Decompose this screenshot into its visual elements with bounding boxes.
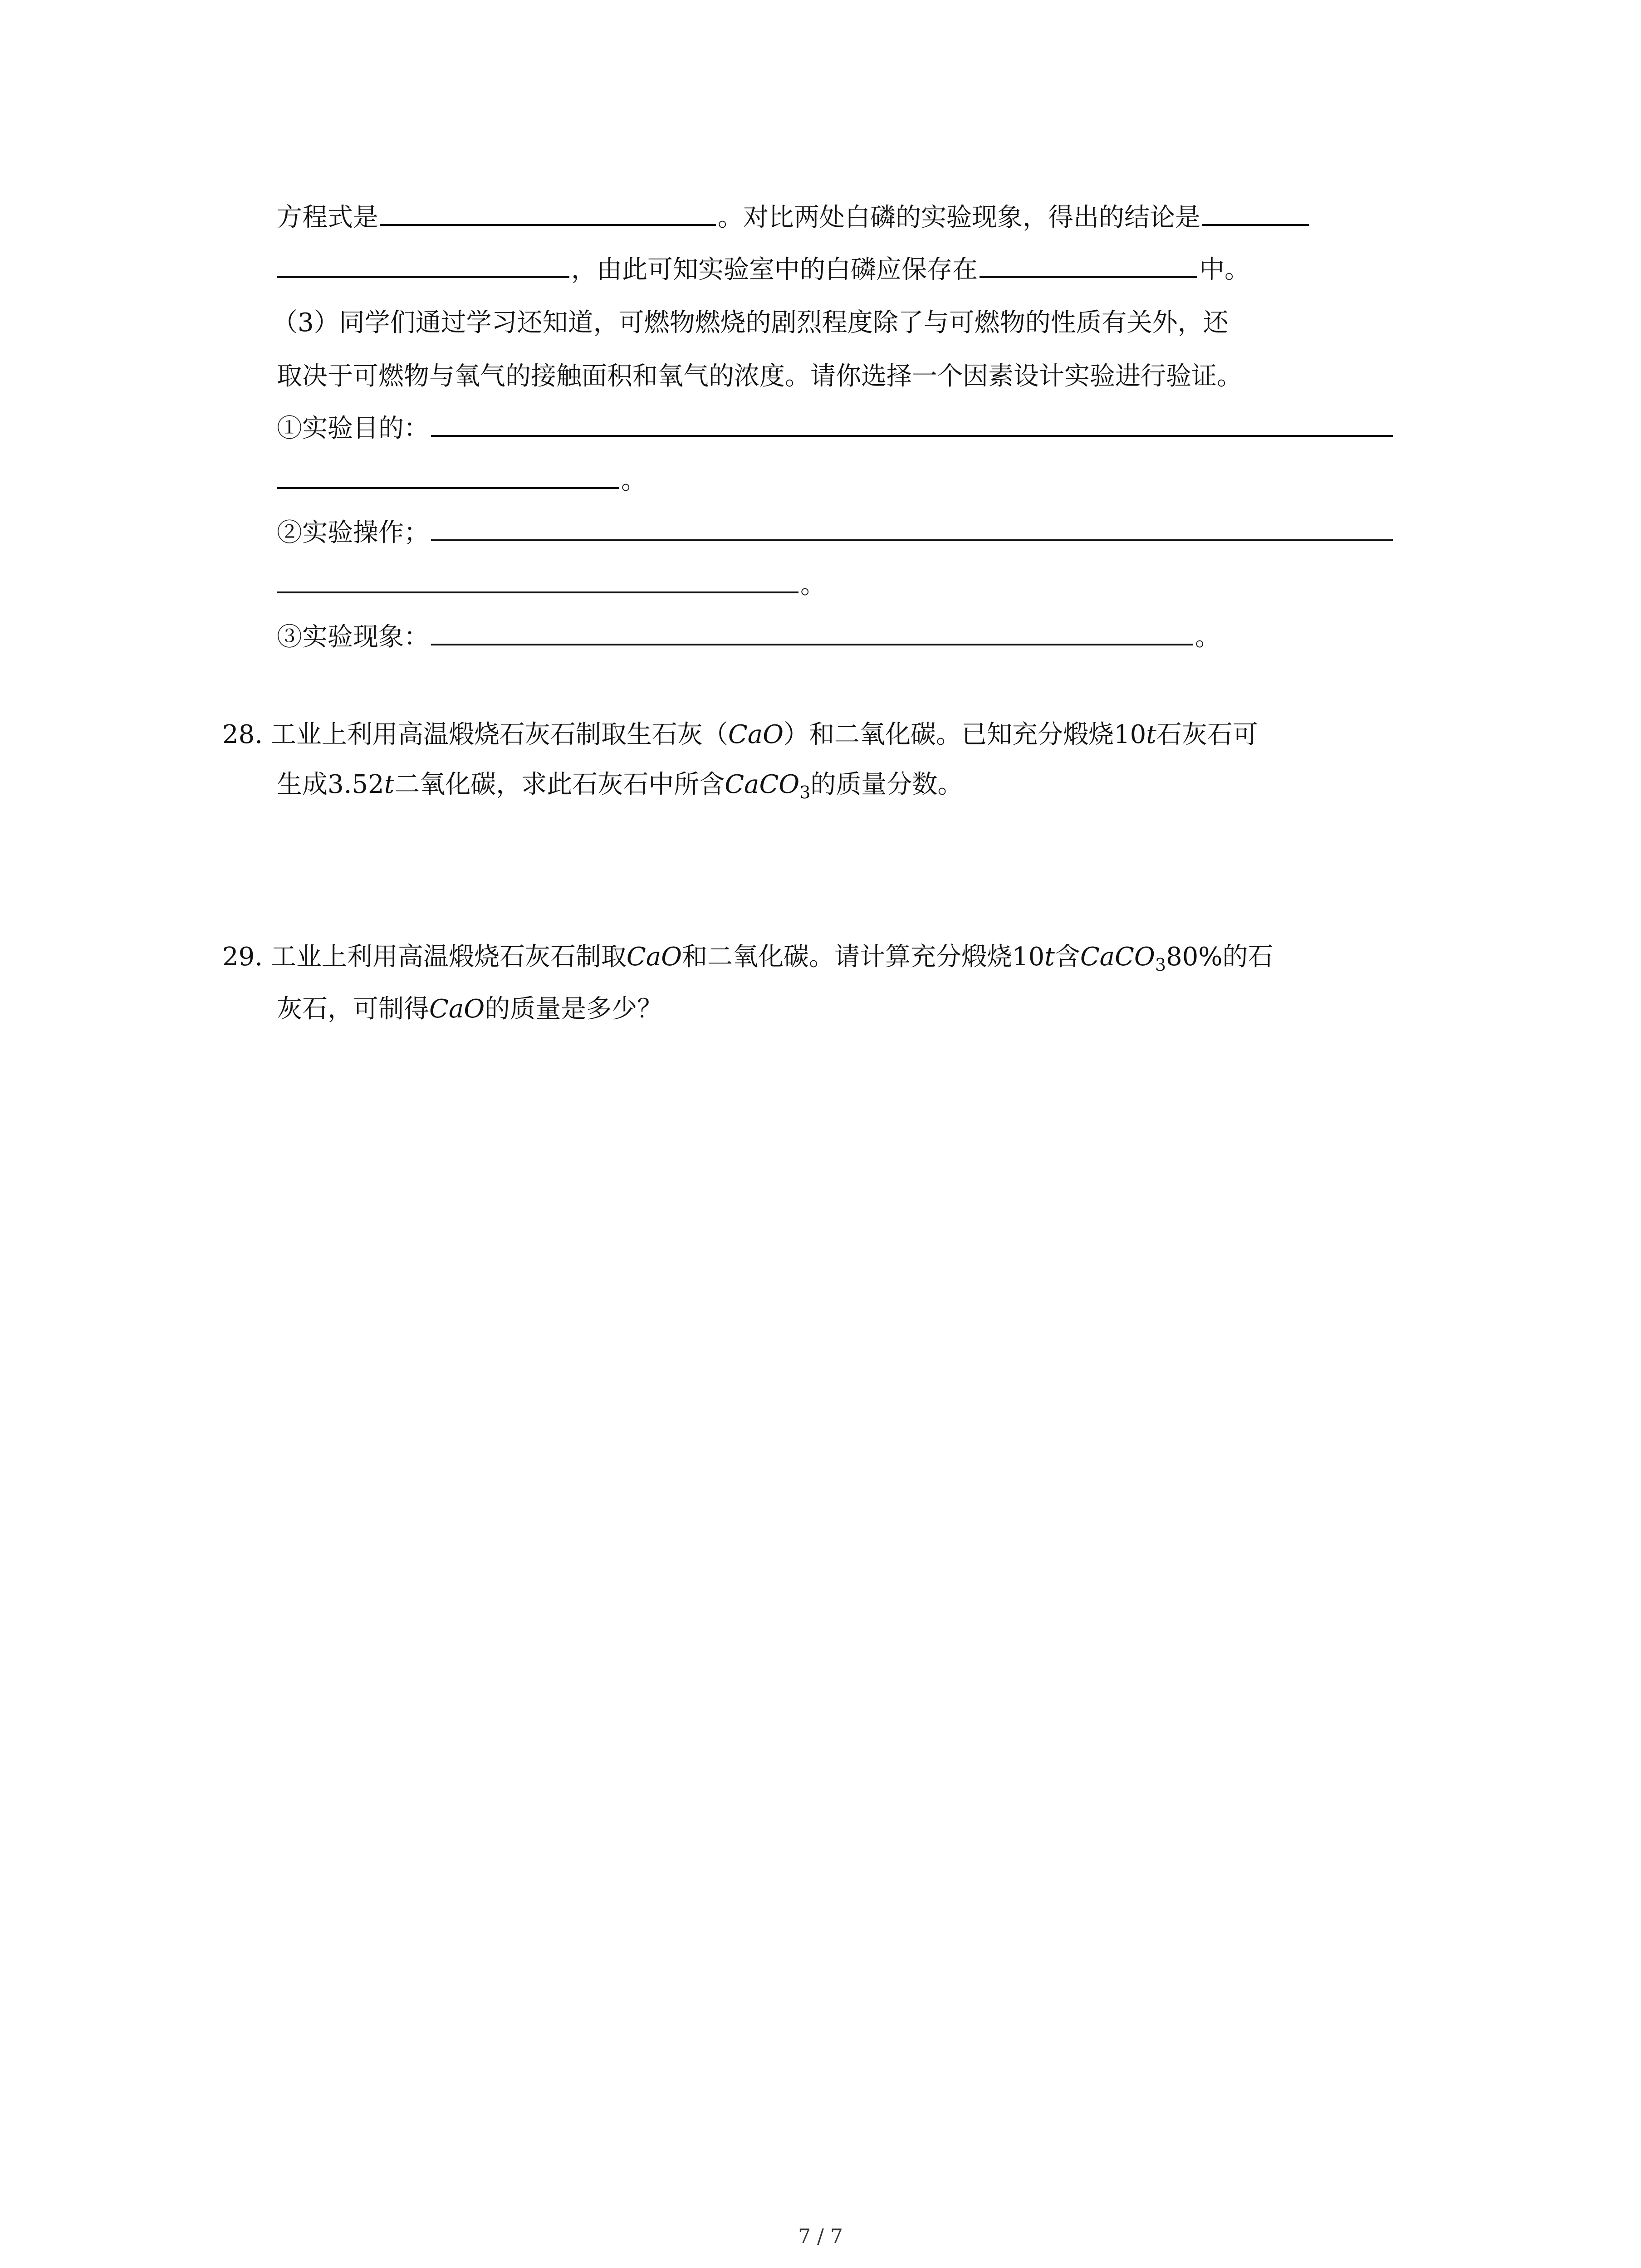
- answer-blank-operation-cont[interactable]: [277, 564, 798, 593]
- answer-blank-equation[interactable]: [380, 197, 716, 226]
- q27-line-4: 取决于可燃物与氧气的接触面积和氧气的浓度。请你选择一个因素设计实验进行验证。: [277, 362, 1242, 391]
- answer-blank-conclusion[interactable]: [1202, 197, 1309, 226]
- answer-blank-phenomenon[interactable]: [431, 616, 1193, 645]
- q29-line-1: 29. 工业上利用高温煅烧石灰石制取CaO和二氧化碳。请计算充分煅烧10t含CaCO$_3$80%的石: [222, 942, 1274, 975]
- answer-blank-conclusion-cont[interactable]: [277, 249, 569, 278]
- answer-blank-purpose-cont[interactable]: [277, 460, 619, 489]
- q27-purpose-line-2: 。: [277, 458, 647, 503]
- q28-line-1: 28. 工业上利用高温煅烧石灰石制取生石灰（CaO）和二氧化碳。已知充分煅烧10t石灰石可: [222, 720, 1258, 749]
- q27-line-2: ，由此可知实验室中的白磷应保存在 中。: [277, 247, 1250, 293]
- q27-purpose-line: ①实验目的：: [277, 406, 1395, 451]
- q27-phenomenon-line: ③实验现象： 。: [277, 615, 1220, 660]
- page-number: 7 / 7: [798, 2225, 843, 2248]
- q27-line-3: （3）同学们通过学习还知道，可燃物燃烧的剧烈程度除了与可燃物的性质有关外，还: [272, 308, 1229, 337]
- answer-blank-storage[interactable]: [980, 249, 1197, 278]
- answer-blank-operation[interactable]: [431, 512, 1393, 541]
- q28-line-2: 生成3.52t二氧化碳，求此石灰石中所含CaCO$_3$的质量分数。: [277, 770, 963, 803]
- q27-operation-line: ②实验操作；: [277, 510, 1395, 556]
- answer-blank-purpose[interactable]: [431, 408, 1393, 437]
- question-number: 28.: [222, 720, 263, 749]
- q27-line-1: 方程式是 。对比两处白磷的实验现象，得出的结论是: [277, 195, 1311, 240]
- q27-operation-line-2: 。: [277, 562, 826, 608]
- question-number: 29.: [222, 942, 263, 972]
- q29-line-2: 灰石，可制得CaO的质量是多少？: [277, 994, 663, 1024]
